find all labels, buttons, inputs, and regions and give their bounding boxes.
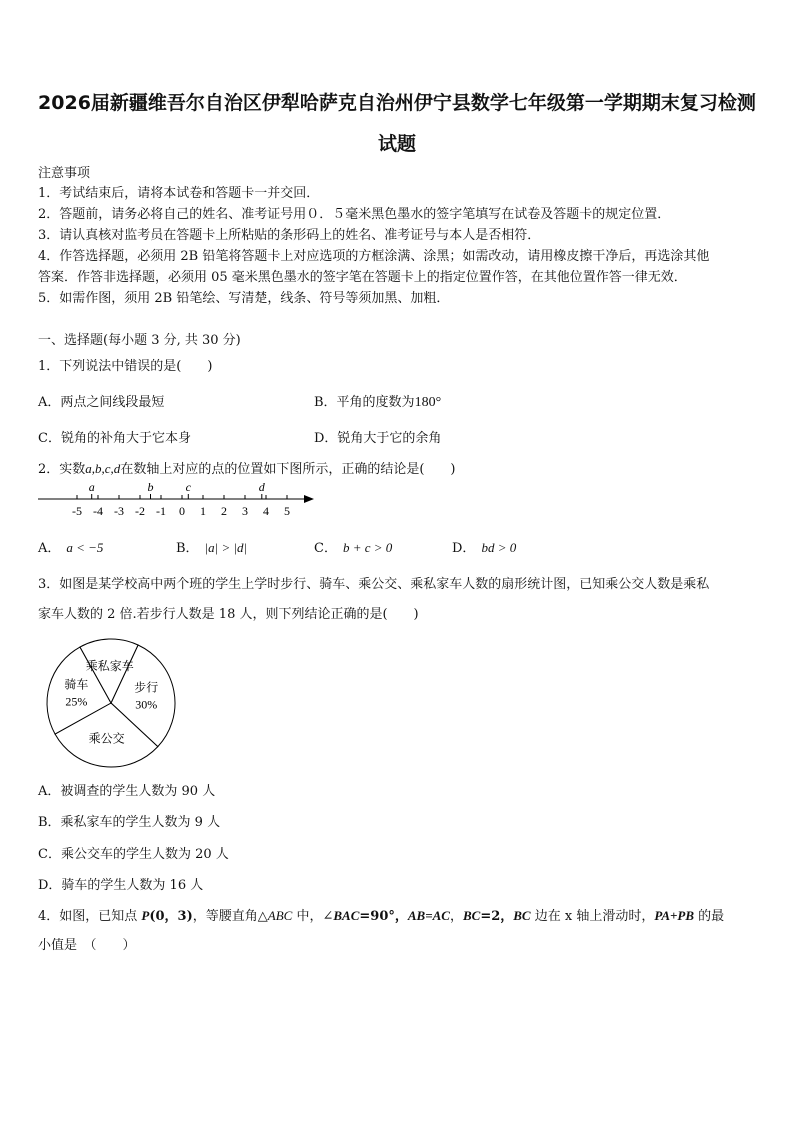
q2-option-b-label: B． bbox=[176, 541, 199, 556]
pie-slice-label: 步行 bbox=[134, 680, 159, 695]
number-line-point-label-a: a bbox=[88, 480, 95, 494]
q4-text-h: 的最 bbox=[694, 909, 725, 924]
q3-stem-line1: 3．如图是某学校高中两个班的学生上学时步行、骑车、乘公交、乘私家车人数的扇形统计图，已知乘公交人数是乘私 bbox=[38, 577, 710, 592]
q1-option-b-math: 180° bbox=[414, 395, 442, 410]
pie-slice-label: 乘公交 bbox=[88, 731, 125, 746]
note-item-4: 4．作答选择题，必须用 2B 铅笔将答题卡上对应选项的方框涂满、涂黑；如需改动，请用橡皮擦干净后，再选涂其他 bbox=[38, 249, 710, 264]
number-line-point-label-c: c bbox=[185, 480, 191, 494]
q4-text-f: =2， bbox=[480, 909, 514, 924]
q4-text-d: =90°， bbox=[359, 909, 408, 924]
pie-slice-percent: 25% bbox=[65, 694, 88, 709]
q2-stem-pre: 2．实数 bbox=[38, 462, 86, 477]
q4-bc: BC bbox=[462, 908, 481, 923]
number-line-tick-label: -3 bbox=[114, 504, 124, 518]
q3-option-d: D．骑车的学生人数为 16 人 bbox=[38, 878, 204, 893]
q3-stem-line2: 家车人数的 2 倍.若步行人数是 18 人，则下列结论正确的是( ) bbox=[38, 607, 419, 622]
q4-bc-2: BC bbox=[513, 908, 531, 923]
q4-stem-line2: 小值是 （ ） bbox=[38, 938, 136, 953]
q4-text-g: 边在 x 轴上滑动时， bbox=[530, 909, 655, 924]
pie-slice-label: 乘私家车 bbox=[85, 659, 134, 673]
note-item-1: 1．考试结束后，请将本试卷和答题卡一并交回． bbox=[38, 186, 320, 201]
number-line-tick-label: 1 bbox=[200, 504, 206, 518]
q1-option-c: C．锐角的补角大于它本身 bbox=[38, 431, 191, 446]
q3-option-b: B．乘私家车的学生人数为 9 人 bbox=[38, 815, 221, 830]
q2-option-d-math: bd > 0 bbox=[481, 540, 517, 555]
q4-coords: (0，3) bbox=[149, 909, 193, 924]
number-line-tick-label: 0 bbox=[179, 504, 185, 518]
number-line-tick-label: -4 bbox=[93, 504, 103, 518]
number-line-tick-label: 4 bbox=[263, 504, 269, 518]
q4-text-c: 中，∠ bbox=[292, 909, 334, 924]
q1-stem: 1．下列说法中错误的是( ) bbox=[38, 359, 213, 374]
note-item-4-cont: 答案．作答非选择题，必须用 05 毫米黑色墨水的签字笔在答题卡上的指定位置作答，在其他位置作答一律无效． bbox=[38, 270, 687, 285]
q4-angle-bac: BAC bbox=[333, 908, 360, 923]
q2-stem-post: 在数轴上对应的点的位置如下图所示，正确的结论是( ) bbox=[120, 462, 456, 477]
q3-option-a: A．被调查的学生人数为 90 人 bbox=[38, 784, 216, 799]
note-item-2: 2．答题前，请务必将自己的姓名、准考证号用０．５毫米黑色墨水的签字笔填写在试卷及答题卡的规定位置． bbox=[38, 207, 671, 222]
q4-text-a: 4．如图，已知点 bbox=[38, 909, 142, 924]
q2-option-b-math: |a| > |d| bbox=[204, 540, 248, 555]
number-line-point-label-d: d bbox=[258, 480, 265, 494]
number-line-tick-label: 3 bbox=[242, 504, 248, 518]
q2-option-c bbox=[314, 537, 392, 556]
q2-option-b bbox=[176, 537, 247, 556]
pie-chart bbox=[44, 636, 178, 770]
q2-option-c-math: b + c > 0 bbox=[342, 540, 393, 555]
number-line-tick-label: 2 bbox=[221, 504, 227, 518]
q4-ab-ac: AB=AC bbox=[407, 908, 450, 923]
q1-option-b bbox=[314, 391, 441, 411]
q4-text-e: ， bbox=[449, 909, 463, 924]
q2-option-c-label: C． bbox=[314, 541, 337, 556]
exam-title-cont: 试题 bbox=[377, 133, 416, 155]
number-line-tick-label: -2 bbox=[135, 504, 145, 518]
number-line-figure bbox=[34, 478, 324, 524]
number-line-point-label-b: b bbox=[147, 480, 154, 494]
q4-triangle-abc: ABC bbox=[267, 908, 293, 923]
q4-pa-pb: PA+PB bbox=[654, 908, 695, 923]
q3-option-c: C．乘公交车的学生人数为 20 人 bbox=[38, 847, 229, 862]
q2-option-a-math: a < −5 bbox=[66, 540, 104, 555]
q2-stem bbox=[38, 458, 455, 477]
q1-option-a: A．两点之间线段最短 bbox=[38, 395, 165, 410]
q2-option-a bbox=[38, 537, 103, 556]
q2-option-d-label: D． bbox=[452, 541, 476, 556]
pie-slice-percent: 30% bbox=[135, 697, 158, 712]
section-heading: 一、选择题(每小题 3 分, 共 30 分) bbox=[38, 333, 241, 348]
note-item-5: 5．如需作图，须用 2B 铅笔绘、写清楚，线条、符号等须加黑、加粗． bbox=[38, 291, 450, 306]
number-line-arrow bbox=[304, 495, 314, 503]
exam-title: 2026届新疆维吾尔自治区伊犁哈萨克自治州伊宁县数学七年级第一学期期末复习检测 bbox=[38, 92, 756, 114]
note-item-3: 3．请认真核对监考员在答题卡上所粘贴的条形码上的姓名、准考证号与本人是否相符． bbox=[38, 228, 541, 243]
q4-point-p: P bbox=[141, 908, 150, 923]
q2-option-d bbox=[452, 537, 516, 556]
q1-option-b-text: B．平角的度数为 bbox=[314, 395, 415, 410]
q1-option-d: D．锐角大于它的余角 bbox=[314, 431, 442, 446]
number-line-tick-label: -1 bbox=[156, 504, 166, 518]
q2-option-a-label: A． bbox=[38, 541, 61, 556]
q2-stem-vars: a,b,c,d bbox=[85, 461, 121, 476]
q4-stem-line1 bbox=[38, 905, 724, 924]
q4-text-b: ，等腰直角△ bbox=[192, 909, 268, 924]
notes-heading: 注意事项 bbox=[38, 166, 91, 181]
pie-slice-label: 骑车 bbox=[64, 677, 89, 692]
number-line-tick-label: -5 bbox=[72, 504, 82, 518]
number-line-tick-label: 5 bbox=[284, 504, 290, 518]
